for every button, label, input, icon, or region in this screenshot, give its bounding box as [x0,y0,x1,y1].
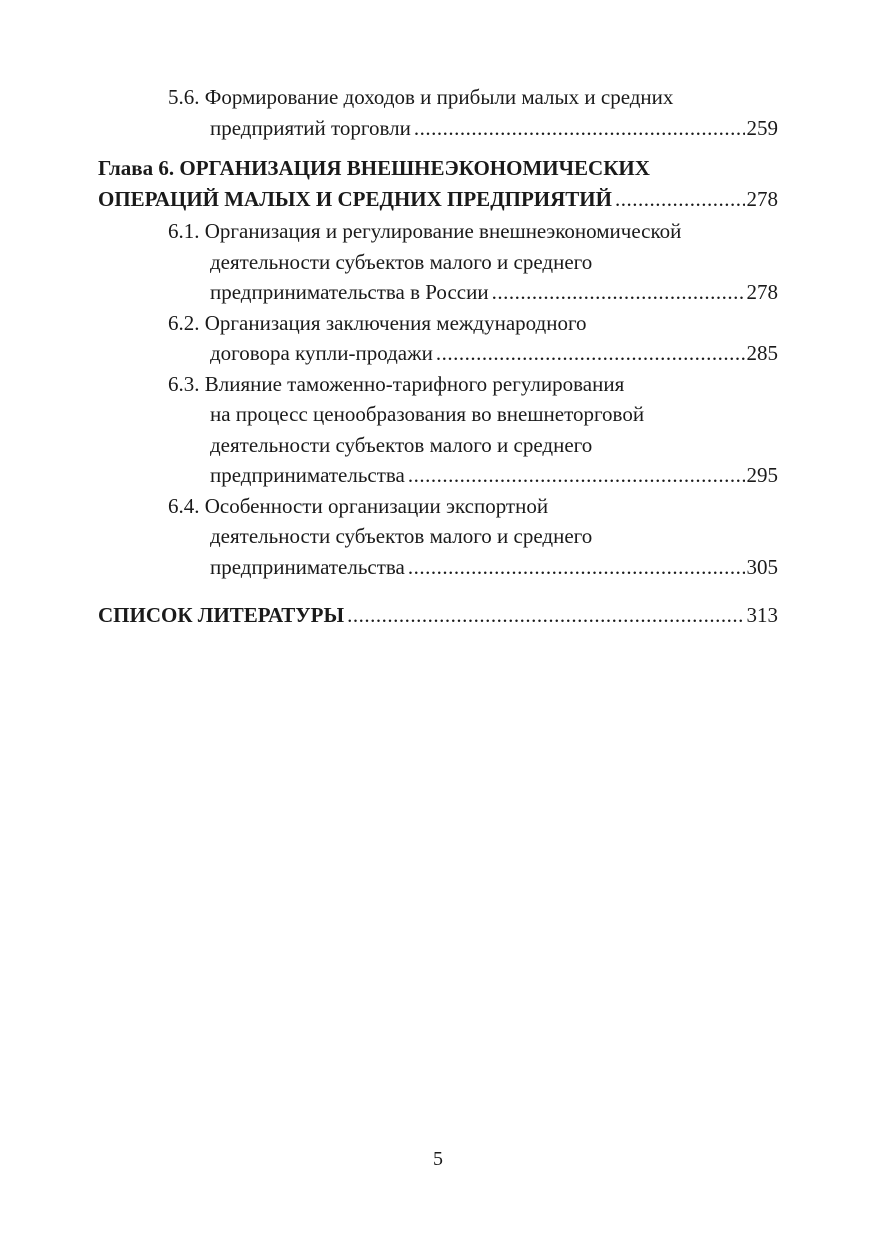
chapter-title: Глава 6. ОРГАНИЗАЦИЯ ВНЕШНЕЭКОНОМИЧЕСКИХ [98,156,650,180]
page-number: 5 [433,1148,443,1170]
toc-page-number: 285 [746,341,778,365]
toc-entry-text: 5.6. Формирование доходов и прибыли малых и средних [168,85,674,109]
dot-leader [408,460,745,491]
toc-page-number: 259 [746,115,778,140]
table-of-contents [98,82,778,631]
toc-entry-6-4[interactable] [168,491,778,583]
dot-leader [436,338,745,369]
toc-entry-text: договора купли-продажи [210,341,433,365]
toc-entry-text: на процесс ценообразования во внешнеторговой [210,402,645,426]
toc-page-number: 295 [746,463,778,487]
toc-entry-text: 6.1. Организация и регулирование внешнеэкономической [168,219,682,243]
toc-entry-text: предпринимательства [210,463,405,487]
toc-entry-6-1[interactable] [168,216,778,308]
dot-leader [615,184,745,215]
toc-page-number: 278 [746,280,778,304]
toc-entry-5-6[interactable] [168,82,778,143]
toc-entry-text: деятельности субъектов малого и среднего [210,432,593,457]
dot-leader [414,113,745,144]
toc-page-number: 305 [746,554,778,579]
bibliography-title: СПИСОК ЛИТЕРАТУРЫ [98,603,345,627]
toc-bibliography[interactable] [98,600,778,631]
toc-page-number: 278 [746,186,778,211]
toc-chapter-6[interactable] [98,153,778,214]
dot-leader [408,552,745,583]
dot-leader [347,600,744,631]
toc-page-number: 313 [746,603,778,627]
toc-entry-text: 6.4. Особенности организации экспортной [168,493,549,518]
toc-entry-text: деятельности субъектов малого и среднего [210,249,593,274]
toc-entry-text: предприятий торговли [210,115,411,140]
dot-leader [492,277,745,308]
toc-entry-text: деятельности субъектов малого и среднего [210,524,593,548]
toc-entry-text: 6.3. Влияние таможенно-тарифного регулирования [168,371,625,396]
toc-entry-6-2[interactable] [168,308,778,369]
toc-entry-text: предпринимательства [210,554,405,579]
toc-entry-6-3[interactable] [168,369,778,491]
toc-entry-text: предпринимательства в России [210,280,489,304]
toc-entry-text: 6.2. Организация заключения международного [168,310,587,335]
chapter-title: ОПЕРАЦИЙ МАЛЫХ И СРЕДНИХ ПРЕДПРИЯТИЙ [98,186,612,211]
